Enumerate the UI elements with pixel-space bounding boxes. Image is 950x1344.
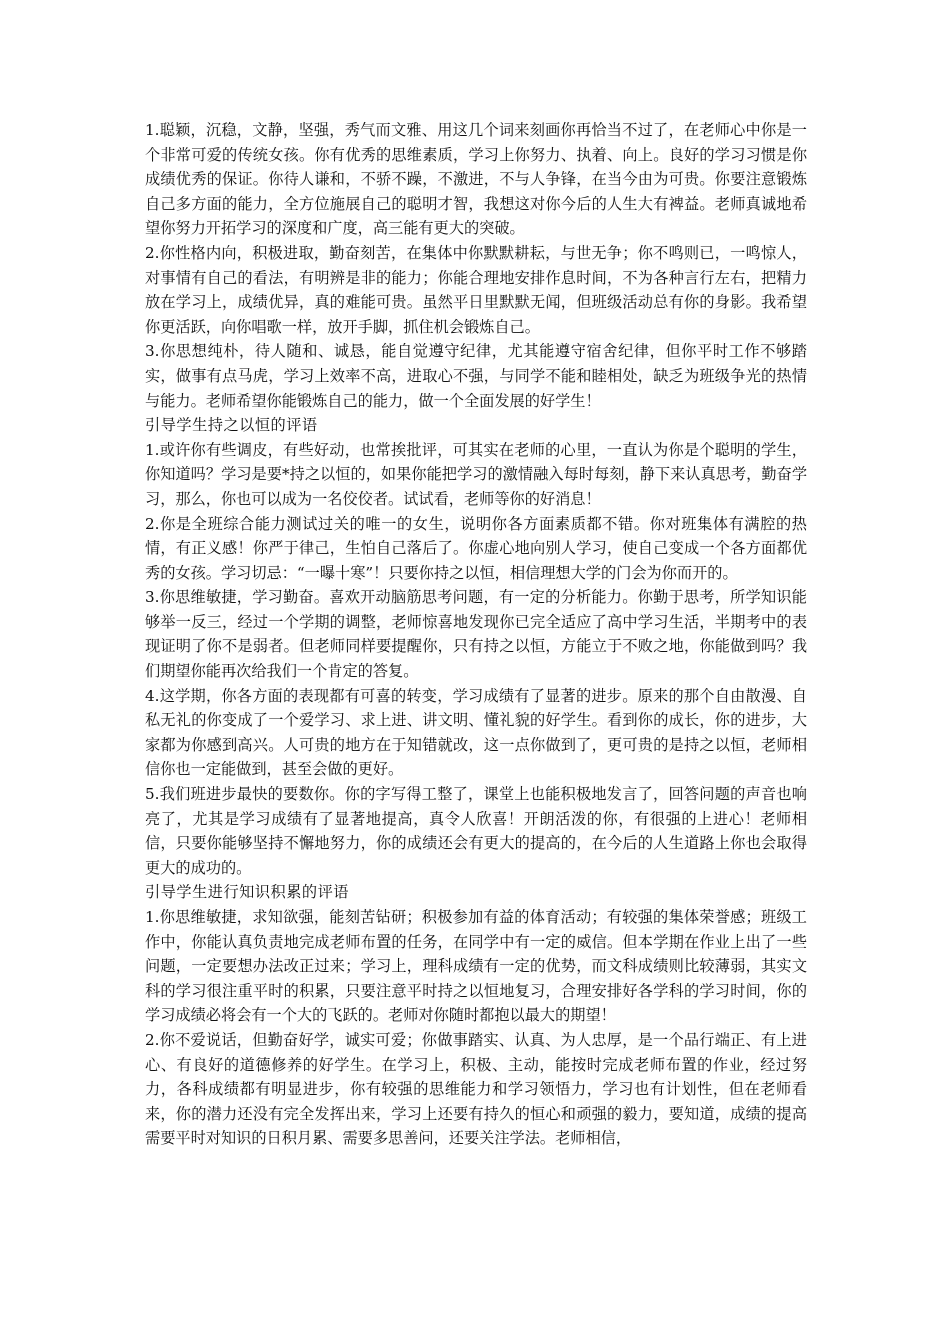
- comment-paragraph: 1.你思维敏捷，求知欲强，能刻苦钻研；积极参加有益的体育活动；有较强的集体荣誉感；班级工作中，你能认真负责地完成老师布置的任务，在同学中有一定的威信。但本学期在作业上出了一些问题，一定要想办法改正过来；学习上，理科成绩有一定的优势，而文科成绩则比较薄弱，其实文科的学习很注重平时的积累，只要注意平时持之以恒地复习，合理安排好各学科的学习时间，你的学习成绩必将会有一个大的飞跃的。老师对你随时都抱以最大的期望！: [145, 908, 807, 1025]
- comment-paragraph: 5.我们班进步最快的要数你。你的字写得工整了，课堂上也能积极地发言了，回答问题的声音也响亮了，尤其是学习成绩有了显著地提高，真令人欣喜！开朗活泼的你，有很强的上进心！老师相信，只要你能够坚持不懈地努力，你的成绩还会有更大的提高的，在今后的人生道路上你也会取得更大的成功的。: [145, 785, 807, 877]
- comment-paragraph: 2.你性格内向，积极进取，勤奋刻苦，在集体中你默默耕耘，与世无争；你不鸣则已，一鸣惊人，对事情有自己的看法，有明辨是非的能力；你能合理地安排作息时间，不为各种言行左右，把精力放在学习上，成绩优异，真的难能可贵。虽然平日里默默无闻，但班级活动总有你的身影。我希望你更活跃，向你唱歌一样，放开手脚，抓住机会锻炼自己。: [145, 243, 807, 336]
- comment-paragraph: 2.你不爱说话，但勤奋好学，诚实可爱；你做事踏实、认真、为人忠厚，是一个品行端正、有上进心、有良好的道德修养的好学生。在学习上，积极、主动，能按时完成老师布置的作业，经过努力，各科成绩都有明显进步，你有较强的思维能力和学习领悟力，学习也有计划性，但在老师看来，你的潜力还没有完全发挥出来，学习上还要有持久的恒心和顽强的毅力，要知道，成绩的提高需要平时对知识的日积月累、需要多思善问，还要关注学法。老师相信，: [145, 1030, 807, 1148]
- comment-paragraph: 4.这学期，你各方面的表现都有可喜的转变，学习成绩有了显著的进步。原来的那个自由散漫、自私无礼的你变成了一个爱学习、求上进、讲文明、懂礼貌的好学生。看到你的成长，你的进步，大家都为你感到高兴。人可贵的地方在于知错就改，这一点你做到了，更可贵的是持之以恒，老师相信你也一定能做到，甚至会做的更好。: [145, 686, 807, 779]
- comment-paragraph: 1.或许你有些调皮，有些好动，也常挨批评，可其实在老师的心里，一直认为你是个聪明的学生，你知道吗？学习是要*持之以恒的，如果你能把学习的激情融入每时每刻，静下来认真思考，勤奋学习，那么，你也可以成为一名佼佼者。试试看，老师等你的好消息！: [145, 440, 807, 508]
- document-page: [145, 118, 807, 1151]
- section-heading: 引导学生持之以恒的评语: [145, 416, 318, 435]
- comment-paragraph: 2.你是全班综合能力测试过关的唯一的女生，说明你各方面素质都不错。你对班集体有满腔的热情，有正义感！你严于律己，生怕自己落后了。你虚心地向别人学习，使自己变成一个各方面都优秀的女孩。学习切忌：“一曝十寒”！只要你持之以恒，相信理想大学的门会为你而开的。: [145, 514, 807, 582]
- comment-paragraph: 1.聪颖，沉稳，文静，坚强，秀气而文雅、用这几个词来刻画你再恰当不过了，在老师心中你是一个非常可爱的传统女孩。你有优秀的思维素质，学习上你努力、执着、向上。良好的学习习惯是你成绩优秀的保证。你待人谦和，不骄不躁，不激进，不与人争锋，在当今由为可贵。你要注意锻炼自己多方面的能力，全方位施展自己的聪明才智，我想这对你今后的人生大有裨益。老师真诚地希望你努力开拓学习的深度和广度，高三能有更大的突破。: [145, 121, 807, 238]
- comment-paragraph: 3.你思维敏捷，学习勤奋。喜欢开动脑筋思考问题，有一定的分析能力。你勤于思考，所学知识能够举一反三，经过一个学期的调整，老师惊喜地发现你已完全适应了高中学习生活，半期考中的表现证明了你不是弱者。但老师同样要提醒你，只有持之以恒，方能立于不败之地，你能做到吗？我们期望你能再次给我们一个肯定的答复。: [145, 588, 807, 681]
- comment-paragraph: 3.你思想纯朴，待人随和、诚恳，能自觉遵守纪律，尤其能遵守宿舍纪律，但你平时工作不够踏实，做事有点马虎，学习上效率不高，进取心不强，与同学不能和睦相处，缺乏为班级争光的热情与能力。老师希望你能锻炼自己的能力，做一个全面发展的好学生！: [145, 342, 807, 410]
- section-heading: 引导学生进行知识积累的评语: [145, 883, 349, 902]
